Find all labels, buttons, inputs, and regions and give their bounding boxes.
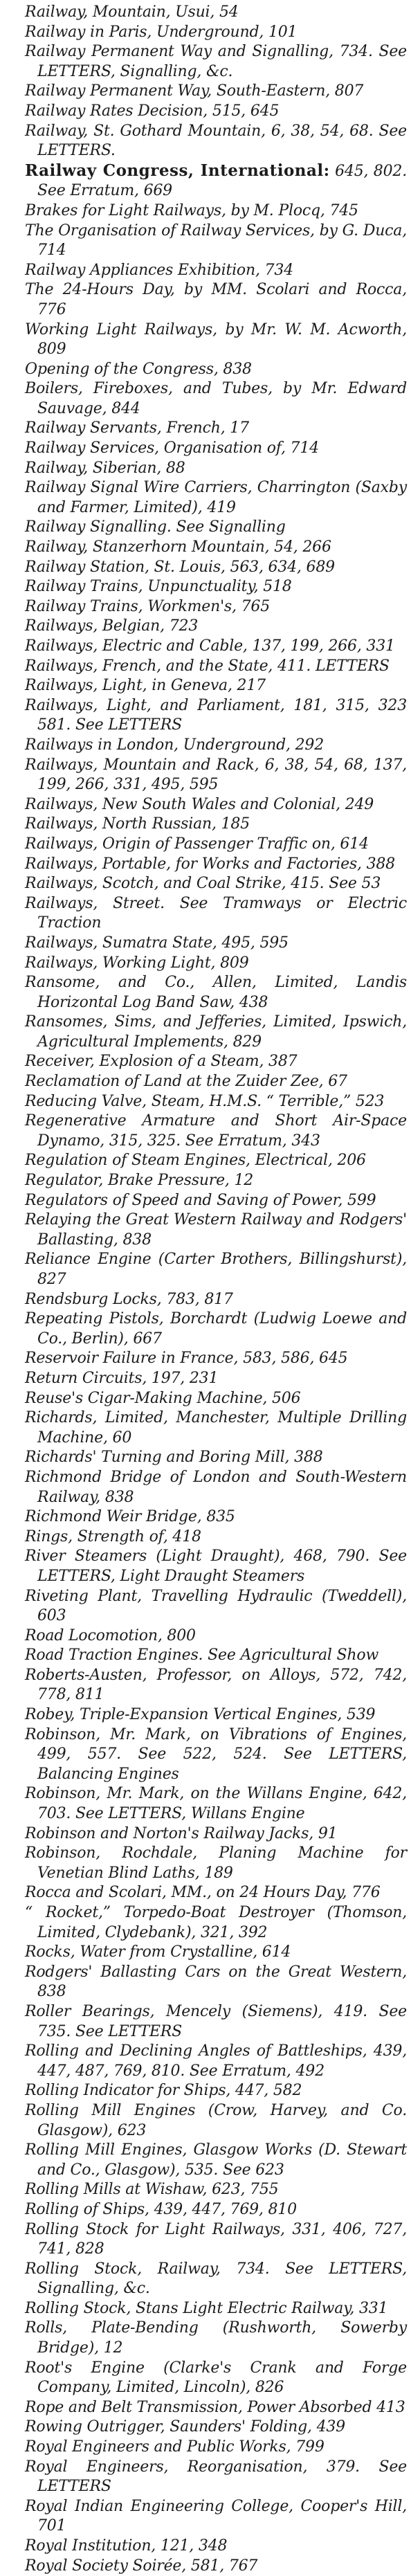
entry-text: Boilers, Fireboxes, and Tubes, by Mr. Edward Sauvage, 844	[25, 380, 407, 417]
italic-reference: Signalling	[208, 518, 286, 536]
index-entry	[25, 2438, 407, 2458]
entry-text: Railway Appliances Exhibition, 734	[25, 261, 293, 279]
entry-text: River Steamers (Light Draught), 468, 790. See LETTERS,	[25, 1548, 407, 1585]
index-entry	[25, 1507, 407, 1527]
entry-text: Railway Servants, French, 17	[25, 419, 249, 437]
index-entry	[25, 855, 407, 875]
italic-reference: Signalling, &c.	[37, 2280, 150, 2298]
index-entry	[25, 1072, 407, 1092]
index-entry	[25, 874, 407, 894]
index-entry	[25, 2497, 407, 2537]
entry-text: Railways, Working Light, 809	[25, 954, 249, 972]
entry-text: Royal Society Soirée, 581, 767	[25, 2557, 258, 2575]
italic-reference: Electric Traction	[37, 894, 407, 932]
index-entry	[25, 1646, 407, 1666]
entry-text: Royal Institution, 121, 348	[25, 2537, 228, 2555]
index-entry	[25, 1112, 407, 1151]
index-entry	[25, 2537, 407, 2557]
entry-text: Railways, New South Wales and Colonial, 249	[25, 795, 374, 813]
entry-text: Regulation of Steam Engines, Electrical, 206	[25, 1152, 366, 1170]
index-entry	[25, 2557, 407, 2576]
italic-reference: Light Draught Steamers	[120, 1567, 305, 1585]
entry-text: Rocks, Water from Crystalline, 614	[25, 1943, 291, 1961]
index-entry	[25, 102, 407, 122]
index-entry	[25, 478, 407, 518]
italic-reference: Signalling, &c.	[120, 62, 233, 80]
index-entry	[25, 2042, 407, 2081]
entry-text: Railways, Scotch, and Coal Strike, 415. See 53	[25, 875, 381, 893]
entry-text: Railway Trains, Unpunctuality, 518	[25, 578, 292, 596]
index-entry	[25, 1250, 407, 1289]
index-subentry	[25, 261, 407, 281]
index-entry	[25, 1013, 407, 1052]
italic-reference: Balancing Engines	[37, 1765, 179, 1783]
index-entry	[25, 1369, 407, 1389]
entry-text: Railways, Sumatra State, 495, 595	[25, 934, 289, 952]
entry-text: Root's Engine (Clarke's Crank and Forge Company, Limited, Lincoln), 826	[25, 2359, 407, 2397]
entry-text: The Organisation of Railway Services, by G. Duca, 714	[25, 221, 407, 260]
entry-text: Railway Signal Wire Carriers, Charrington (Saxby and Farmer, Limited), 419	[25, 479, 407, 516]
entry-text: Rolling Mill Engines, Glasgow Works (D. Stewart and Co., Glasgow), 535. See 623	[25, 2141, 407, 2179]
index-subentry	[25, 379, 407, 419]
entry-text: Brakes for Light Railways, by M. Plocq, 745	[25, 201, 358, 219]
index-entry	[25, 597, 407, 617]
index-entry	[25, 1210, 407, 1250]
entry-text: Richards, Limited, Manchester, Multiple Drilling Machine, 60	[25, 1409, 407, 1446]
index-entry	[25, 538, 407, 558]
index-entry	[25, 1052, 407, 1072]
entry-text: Rolling of Ships, 439, 447, 769, 810	[25, 2200, 297, 2218]
index-entry	[25, 1389, 407, 1409]
entry-text: Reducing Valve, Steam, H.M.S. “ Terrible,” 523	[25, 1092, 385, 1110]
entry-text: Robinson and Norton's Railway Jacks, 91	[25, 1824, 338, 1842]
entry-text: , 492	[286, 2062, 325, 2080]
index-entry	[25, 2359, 407, 2398]
entry-text: Roberts-Austen, Professor, on Alloys, 572, 742, 778, 811	[25, 1666, 407, 1704]
index-entry	[25, 2141, 407, 2180]
index-entry	[25, 1784, 407, 1824]
index-entry	[25, 736, 407, 756]
entry-text: Regulators of Speed and Saving of Power, 599	[25, 1191, 376, 1209]
index-entry	[25, 1903, 407, 1943]
index-subentry	[25, 320, 407, 360]
index-entry	[25, 2458, 407, 2497]
index-entry	[25, 1408, 407, 1448]
index-entry	[25, 676, 407, 696]
entry-text: Royal Engineers and Public Works, 799	[25, 2438, 325, 2456]
index-heading	[25, 161, 407, 201]
index-entry	[25, 1626, 407, 1647]
entry-text: Rendsburg Locks, 783, 817	[25, 1290, 233, 1308]
entry-text: Railway, Stanzerhorn Mountain, 54, 266	[25, 538, 331, 556]
entry-text: Railways, Portable, for Works and Factories, 388	[25, 855, 395, 873]
italic-reference: 645, 802. See	[37, 162, 407, 200]
index-entry	[25, 1309, 407, 1349]
index-entry	[25, 1527, 407, 1548]
index-entry	[25, 2200, 407, 2220]
entry-text: Working Light Railways, by Mr. W. M. Acworth, 809	[25, 320, 407, 359]
index-entry	[25, 1468, 407, 1507]
index-entry	[25, 1844, 407, 1883]
entry-text: or	[301, 894, 348, 912]
index-entry	[25, 439, 407, 459]
entry-text: Rocca and Scolari, MM., on 24 Hours Day, 776	[25, 1884, 381, 1902]
entry-text: Rolling Stock, Railway, 734. See LETTERS,	[25, 2260, 407, 2278]
index-entry	[25, 657, 407, 677]
index-entry	[25, 756, 407, 795]
entry-text: Road Locomotion, 800	[25, 1626, 196, 1644]
italic-reference: Agricultural Show	[240, 1647, 379, 1665]
italic-reference: Tramways	[223, 894, 302, 912]
index-entry	[25, 1883, 407, 1903]
index-entry	[25, 122, 407, 161]
index-entry	[25, 894, 407, 934]
entry-text: Rolling Mill Engines (Crow, Harvey, and Co. Glasgow), 623	[25, 2101, 407, 2139]
entry-text: Relaying the Great Western Railway and Rodgers' Ballasting, 838	[25, 1211, 407, 1249]
entry-text: Railways, Street. See	[25, 894, 223, 912]
entry-text: Robey, Triple-Expansion Vertical Engines, 539	[25, 1706, 376, 1724]
entry-text: Rowing Outrigger, Saunders' Folding, 439	[25, 2418, 345, 2436]
index-entry	[25, 1963, 407, 2002]
index-entry	[25, 558, 407, 578]
entry-text: , 343	[282, 1132, 320, 1150]
entry-text: Railway Station, St. Louis, 563, 634, 689	[25, 558, 335, 576]
entry-text: Riveting Plant, Travelling Hydraulic (Tweddell), 603	[25, 1587, 407, 1625]
index-entry-list	[25, 3, 407, 2576]
index-entry	[25, 2260, 407, 2299]
entry-text: Richards' Turning and Boring Mill, 388	[25, 1449, 323, 1467]
index-entry	[25, 954, 407, 974]
index-entry	[25, 1151, 407, 1171]
entry-text: Robinson, Rochdale, Planing Machine for Venetian Blind Laths, 189	[25, 1844, 407, 1882]
index-entry	[25, 459, 407, 479]
index-entry	[25, 2319, 407, 2358]
index-entry	[25, 1191, 407, 1211]
entry-text: Rolling Stock for Light Railways, 331, 406, 727, 741, 828	[25, 2220, 407, 2258]
index-entry	[25, 419, 407, 439]
index-entry	[25, 1092, 407, 1112]
entry-text: Reclamation of Land at the Zuider Zee, 67	[25, 1073, 347, 1091]
entry-text: The 24-Hours Day, by MM. Scolari and Rocca, 776	[25, 281, 407, 318]
index-entry	[25, 1448, 407, 1468]
index-subentry	[25, 221, 407, 261]
entry-text: Regulator, Brake Pressure, 12	[25, 1172, 254, 1190]
entry-text: Robinson, Mr. Mark, on Vibrations of Engines, 499, 557. See 522, 524. See LETTERS,	[25, 1725, 407, 1763]
index-entry	[25, 518, 407, 538]
entry-text: Railways, Mountain and Rack, 6, 38, 54, 68, 137, 199, 266, 331, 495, 595	[25, 756, 407, 794]
entry-text: Road Traction Engines. See	[25, 1647, 241, 1665]
entry-text: Erratum	[70, 182, 134, 200]
italic-reference: Erratum	[222, 2062, 286, 2080]
index-entry	[25, 2398, 407, 2418]
index-entry	[25, 42, 407, 82]
index-entry	[25, 696, 407, 736]
entry-text: Railways, Electric and Cable, 137, 199, 266, 331	[25, 637, 395, 655]
entry-text: Reliance Engine (Carter Brothers, Billingshurst), 827	[25, 1251, 407, 1288]
entry-text: Rolling Indicator for Ships, 447, 582	[25, 2082, 302, 2100]
index-entry	[25, 2002, 407, 2042]
index-entry	[25, 2180, 407, 2200]
index-entry	[25, 2220, 407, 2260]
entry-text: Rope and Belt Transmission, Power Absorbed 413	[25, 2398, 405, 2416]
index-subentry	[25, 201, 407, 221]
entry-text: Railways, Belgian, 723	[25, 617, 199, 635]
italic-reference: , 669	[134, 182, 172, 200]
entry-text: Richmond Weir Bridge, 835	[25, 1508, 235, 1526]
entry-text: Railway Trains, Workmen's, 765	[25, 597, 270, 615]
entry-text: Railway Signalling. See	[25, 518, 209, 536]
entry-text: Reservoir Failure in France, 583, 586, 645	[25, 1350, 348, 1368]
entry-text: Rolling and Declining Angles of Battleships, 439, 447, 487, 769, 810. See	[25, 2042, 407, 2080]
entry-text: Receiver, Explosion of a Steam, 387	[25, 1053, 298, 1071]
entry-text: Railway Congress, International:	[25, 161, 330, 180]
index-entry	[25, 23, 407, 43]
entry-text: Regenerative Armature and Short Air-Space Dynamo, 315, 325. See	[25, 1112, 407, 1150]
entry-text: Railway, Mountain, Usui, 54	[25, 3, 239, 21]
italic-reference: Willans Engine	[190, 1805, 305, 1823]
index-entry	[25, 815, 407, 835]
index-entry	[25, 577, 407, 597]
entry-text: Richmond Bridge of London and South-Western Railway, 838	[25, 1468, 407, 1506]
index-entry	[25, 2081, 407, 2101]
italic-reference: Erratum	[218, 1132, 282, 1150]
index-entry	[25, 1705, 407, 1725]
entry-text: Rings, Strength of, 418	[25, 1527, 201, 1545]
entry-text: Rolling Mills at Wishaw, 623, 755	[25, 2181, 279, 2199]
entry-text: Railways, Origin of Passenger Traffic on, 614	[25, 835, 369, 853]
entry-text: Railway Permanent Way, South-Eastern, 807	[25, 82, 364, 100]
index-entry	[25, 1824, 407, 1844]
index-entry	[25, 3, 407, 23]
entry-text: Opening of the Congress, 838	[25, 360, 252, 378]
index-entry	[25, 934, 407, 954]
index-entry	[25, 1666, 407, 1705]
entry-text: “ Rocket,” Torpedo-Boat Destroyer (Thomson, Limited, Clydebank), 321, 392	[25, 1904, 407, 1941]
index-entry	[25, 2299, 407, 2319]
index-entry	[25, 1290, 407, 1310]
entry-text: Rolls, Plate-Bending (Rushworth, Sowerby Bridge), 12	[25, 2319, 407, 2357]
entry-text: Ransomes, Sims, and Jefferies, Limited, Ipswich, Agricultural Implements, 829	[25, 1013, 407, 1051]
entry-text: Robinson, Mr. Mark, on the Willans Engine, 642, 703. See LETTERS,	[25, 1785, 407, 1823]
entry-text: Rodgers' Ballasting Cars on the Great Western, 838	[25, 1963, 407, 2001]
entry-text: Railway in Paris, Underground, 101	[25, 23, 298, 41]
entry-text: Railways, Light, in Geneva, 217	[25, 677, 266, 695]
entry-text: Railway, St. Gothard Mountain, 6, 38, 54, 68. See LETTERS.	[25, 122, 407, 160]
entry-text: Reuse's Cigar-Making Machine, 506	[25, 1389, 301, 1407]
entry-text: Royal Indian Engineering College, Cooper's Hill, 701	[25, 2497, 407, 2535]
index-entry	[25, 637, 407, 657]
index-entry	[25, 2101, 407, 2141]
index-entry	[25, 1725, 407, 1785]
entry-text: Rolling Stock, Stans Light Electric Railway, 331	[25, 2299, 388, 2317]
index-entry	[25, 795, 407, 815]
entry-text: Royal Engineers, Reorganisation, 379. See LETTERS	[25, 2458, 407, 2496]
index-entry	[25, 1943, 407, 1963]
index-entry	[25, 973, 407, 1013]
index-entry	[25, 82, 407, 102]
index-entry	[25, 1171, 407, 1191]
entry-text: Roller Bearings, Mencely (Siemens), 419. See 735. See LETTERS	[25, 2002, 407, 2040]
index-entry	[25, 1587, 407, 1626]
index-entry	[25, 1547, 407, 1586]
index-subentry	[25, 280, 407, 320]
entry-text: Return Circuits, 197, 231	[25, 1369, 219, 1387]
entry-text: Ransome, and Co., Allen, Limited, Landis Horizontal Log Band Saw, 438	[25, 974, 407, 1011]
entry-text: Railways in London, Underground, 292	[25, 736, 324, 754]
entry-text: Railways, French, and the State, 411. LETTERS	[25, 657, 390, 675]
entry-text: Repeating Pistols, Borchardt (Ludwig Loewe and Co., Berlin), 667	[25, 1310, 407, 1348]
entry-text: Railway Services, Organisation of, 714	[25, 439, 319, 457]
entry-text: Railway Permanent Way and Signalling, 734. See LETTERS,	[25, 43, 407, 80]
entry-text: Railways, Light, and Parliament, 181, 315, 323 581. See LETTERS	[25, 696, 407, 734]
index-entry	[25, 835, 407, 855]
entry-text: Railway, Siberian, 88	[25, 459, 185, 477]
entry-text: Railways, North Russian, 185	[25, 815, 250, 833]
index-entry	[25, 617, 407, 637]
index-subentry	[25, 360, 407, 380]
index-entry	[25, 1349, 407, 1369]
entry-text: Railway Rates Decision, 515, 645	[25, 102, 280, 120]
index-entry	[25, 2418, 407, 2438]
